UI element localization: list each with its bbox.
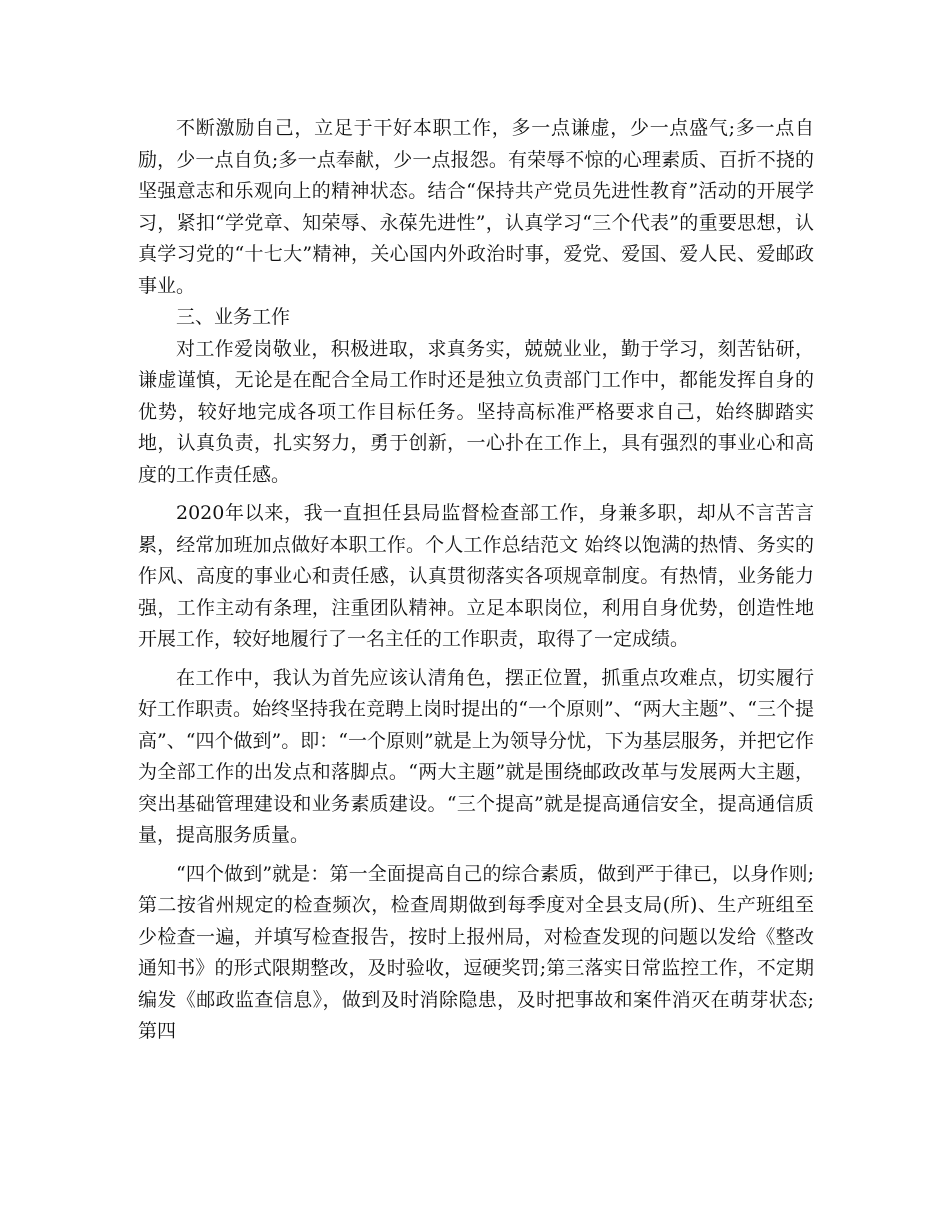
paragraph-self-motivation: 不断激励自己，立足于干好本职工作，多一点谦虚，少一点盛气;多一点自励，少一点自负;多一点奉献，少一点报怨。有荣辱不惊的心理素质、百折不挠的坚强意志和乐观向上的精神状态。结合“保持共产党员先进性教育”活动的开展学习，紧扣“学党章、知荣辱、永葆先进性”，认真学习“三个代表”的重要思想，认真学习党的“十七大”精神，关心国内外政治时事，爱党、爱国、爱人民、爱邮政事业。	[138, 117, 814, 297]
paragraph-four-achievements: “四个做到”就是：第一全面提高自己的综合素质，做到严于律已，以身作则;第二按省州规定的检查频次，检查周期做到每季度对全县支局(所)、生产班组至少检查一遍，并填写检查报告，按时上报州局，对检查发现的问题以发给《整改通知书》的形式限期整改，及时验收，逗硬奖罚;第三落实日常监控工作，不定期编发《邮政监查信息》，做到及时消除隐患，及时把事故和案件消灭在萌芽状态;第四	[138, 862, 814, 1042]
document-body	[138, 113, 814, 1048]
paragraph-since-2020: 2020年以来，我一直担任县局监督检查部工作，身兼多职，却从不言苦言累，经常加班加点做好本职工作。个人工作总结范文 始终以饱满的热情、务实的作风、高度的事业心和责任感，认真贯彻落实各项规章制度。有热情，业务能力强，工作主动有条理，注重团队精神。立足本职岗位，利用自身优势，创造性地开展工作，较好地履行了一名主任的工作职责，取得了一定成绩。	[138, 502, 814, 650]
paragraph-role-principles: 在工作中，我认为首先应该认清角色，摆正位置，抓重点攻难点，切实履行好工作职责。始终坚持我在竞聘上岗时提出的“一个原则”、“两大主题”、“三个提高”、“四个做到”。即：“一个原则”就是上为领导分忧，下为基层服务，并把它作为全部工作的出发点和落脚点。“两大主题”就是围绕邮政改革与发展两大主题，突出基础管理建设和业务素质建设。“三个提高”就是提高通信安全，提高通信质量，提高服务质量。	[138, 666, 814, 846]
section-heading-business-work: 三、业务工作	[176, 306, 291, 328]
paragraph-work-attitude: 对工作爱岗敬业，积极进取，求真务实，兢兢业业，勤于学习，刻苦钻研，谦虚谨慎，无论是在配合全局工作时还是独立负责部门工作中，都能发挥自身的优势，较好地完成各项工作目标任务。坚持高标准严格要求自己，始终脚踏实地，认真负责，扎实努力，勇于创新，一心扑在工作上，具有强烈的事业心和高度的工作责任感。	[138, 337, 814, 486]
